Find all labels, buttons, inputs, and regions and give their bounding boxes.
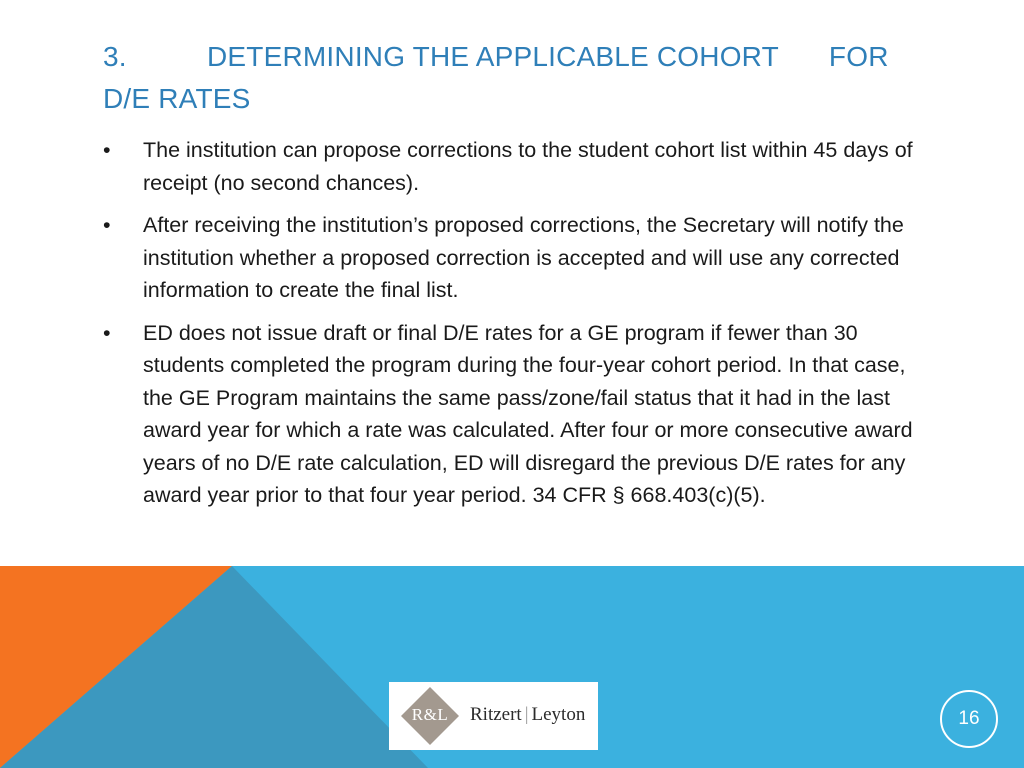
bullet-text: After receiving the institution’s proposed corrections, the Secretary will notify the institution whether a proposed correction is accepted and will use any corrected information to create the final list.: [143, 213, 904, 302]
logo-name-right: Leyton: [531, 704, 586, 725]
title-for: FOR: [828, 41, 889, 72]
bullet-item: [103, 317, 933, 512]
slide-title: [103, 36, 903, 120]
logo-name-left: Ritzert: [470, 704, 522, 725]
logo-separator: |: [524, 704, 529, 725]
bullet-item: [103, 209, 933, 307]
bullet-icon: •: [103, 138, 111, 162]
logo-monogram: R&L: [411, 705, 449, 724]
bullet-icon: •: [103, 213, 111, 237]
bullet-icon: •: [103, 320, 111, 345]
firm-logo: [389, 682, 598, 750]
bullet-item: [103, 134, 933, 199]
logo-firm-name: [470, 704, 585, 726]
bullet-list: [103, 134, 933, 522]
title-main: DETERMINING THE APPLICABLE COHORT: [207, 41, 779, 72]
page-number: 16: [940, 690, 998, 748]
bullet-text: ED does not issue draft or final D/E rates for a GE program if fewer than 30 students completed the program during the four-year cohort period. In that case, the GE Program maintains the same pass/zone/fail status that it had in the last award year for which a rate was calculated. After four or more consecutive award years of no D/E rate calculation, ED will disregard the previous D/E rates for any award year prior to that four year period. 34 CFR § 668.403(c)(5).: [143, 320, 913, 507]
bullet-text: The institution can propose corrections to the student cohort list within 45 days of receipt (no second chances).: [143, 138, 913, 195]
title-number: 3.: [103, 41, 127, 72]
title-line2: D/E RATES: [103, 83, 251, 114]
